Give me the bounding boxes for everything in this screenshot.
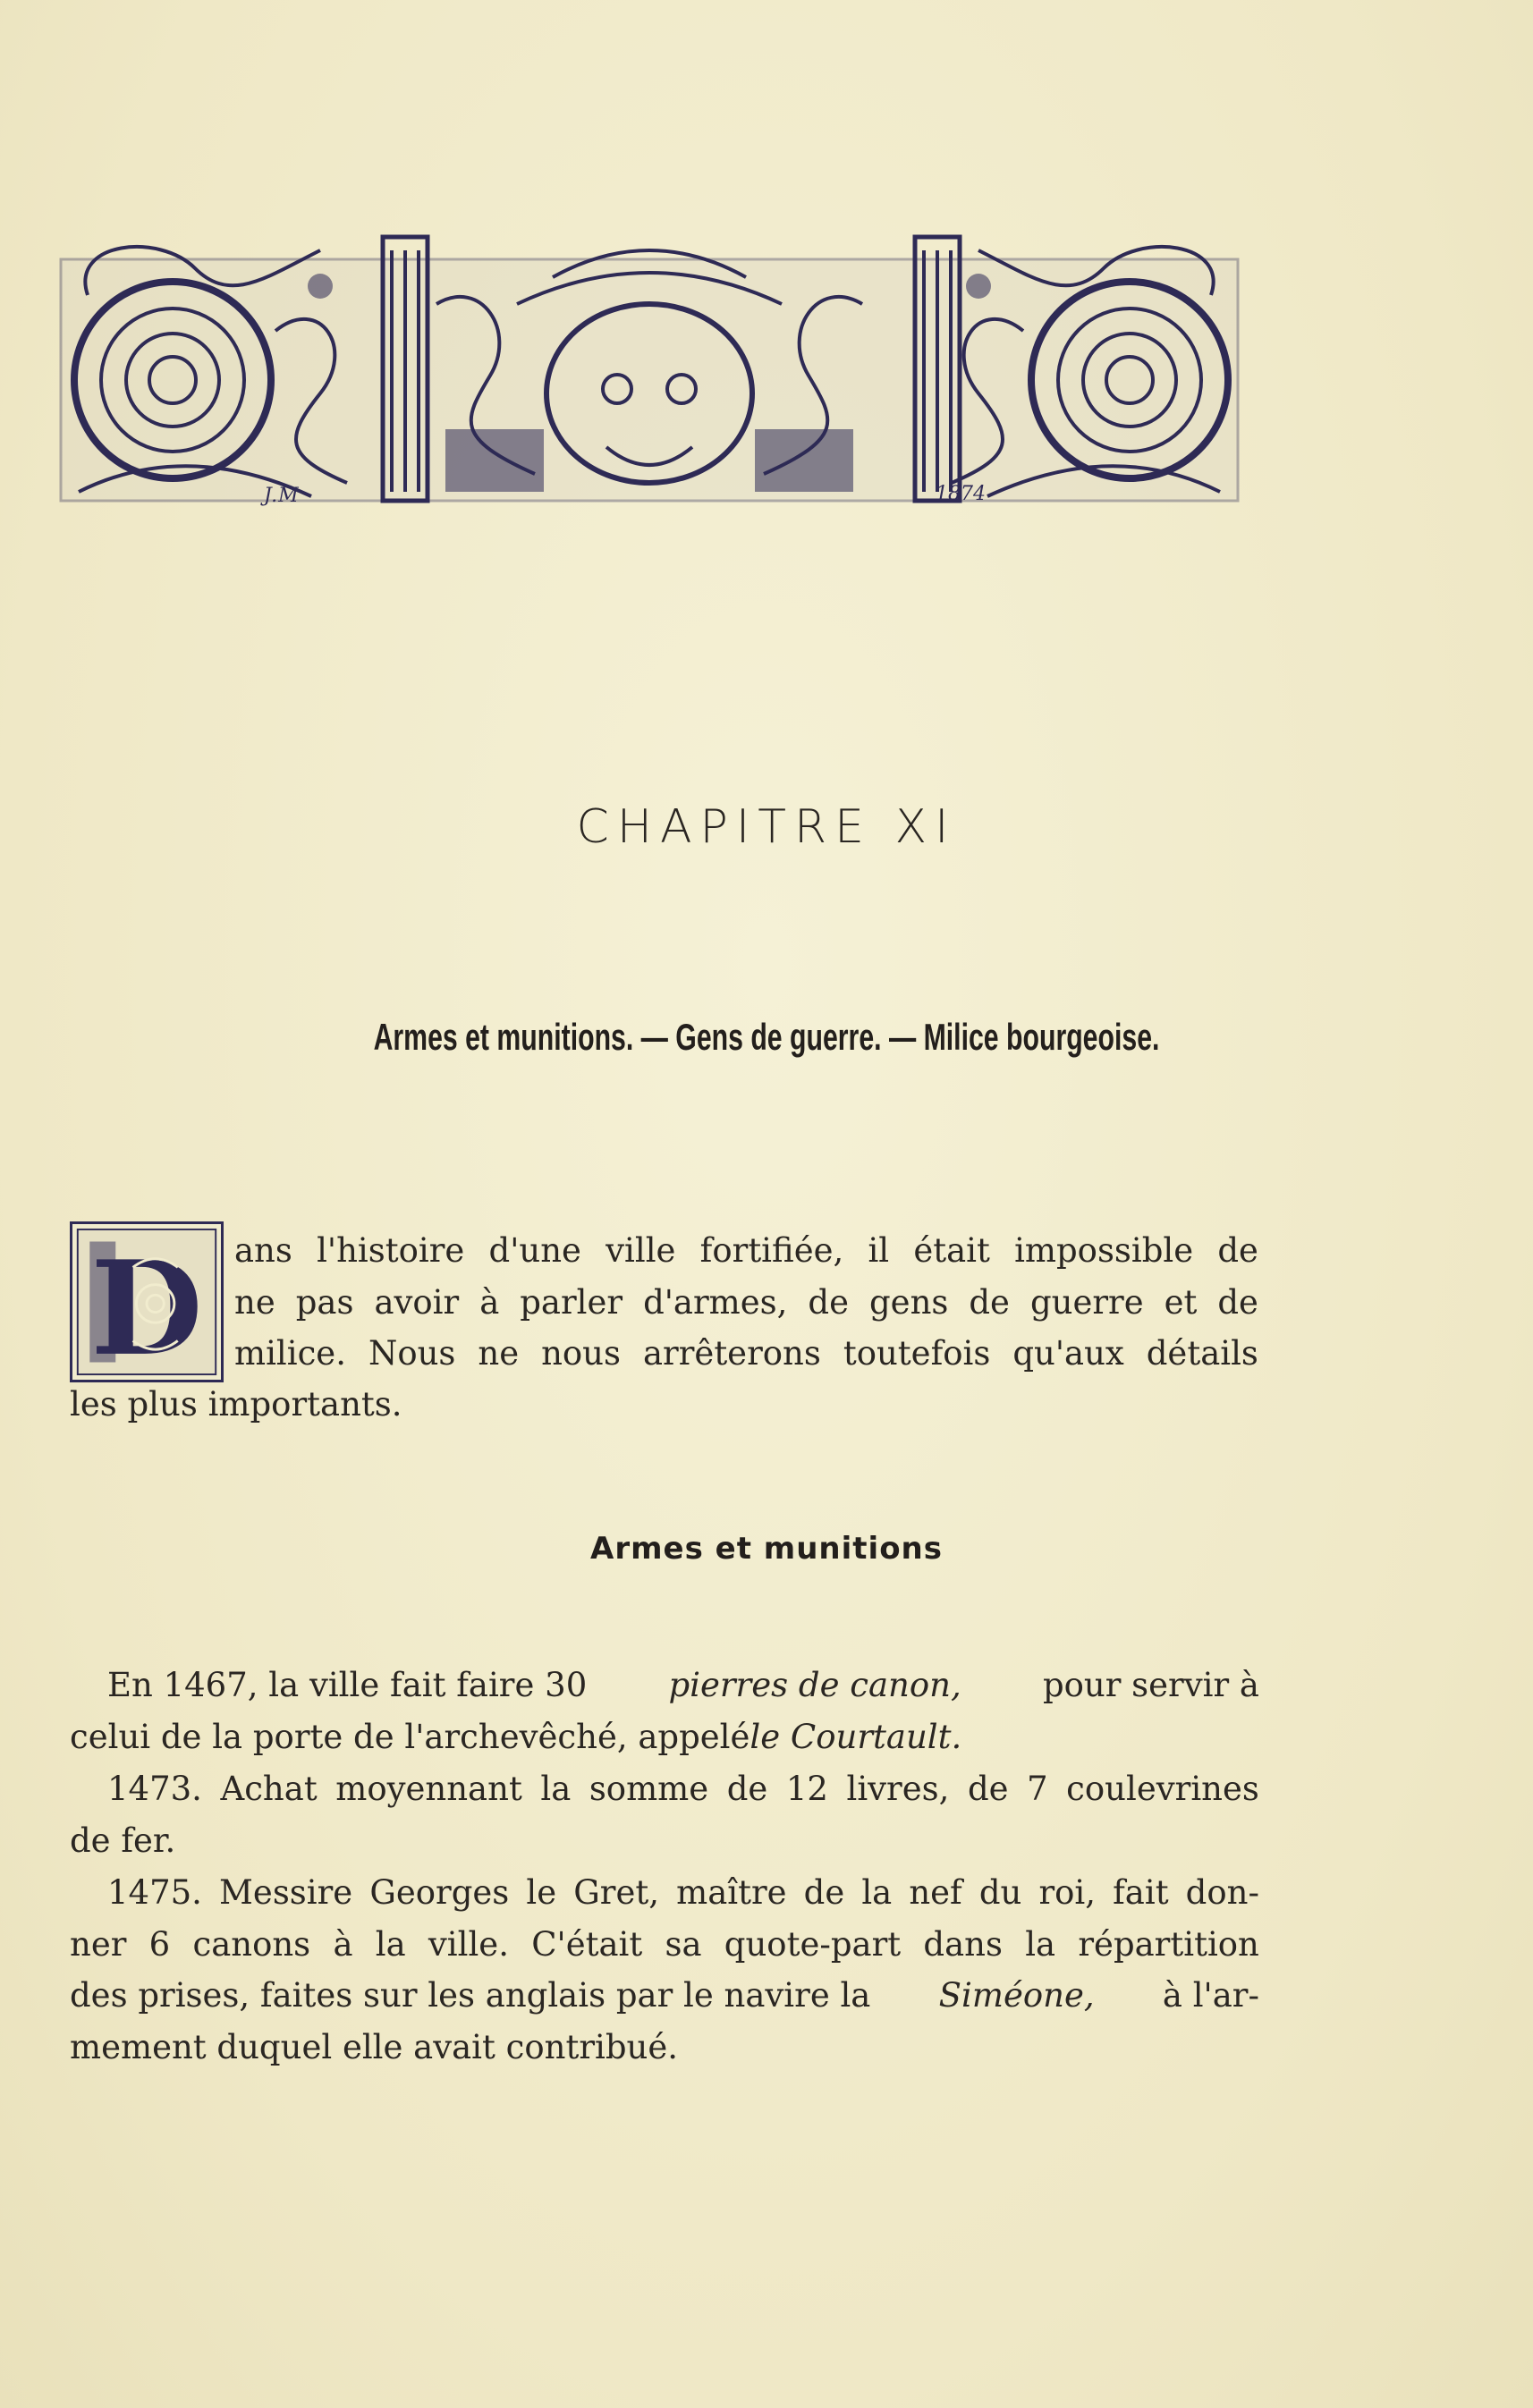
word: 7 <box>1027 1770 1048 1808</box>
intro-last-line: les plus importants. <box>70 1385 402 1424</box>
word: maître <box>676 1873 787 1912</box>
word: détails <box>1146 1334 1258 1373</box>
intro-line-3 <box>234 1328 1258 1380</box>
word: 1475. <box>107 1873 202 1912</box>
paragraph-1475 <box>70 1867 1259 2073</box>
ornamental-headpiece <box>52 224 1247 511</box>
word: de <box>808 1282 849 1322</box>
word: toutefois <box>843 1334 991 1373</box>
italic-run: Siméone, <box>938 1976 1095 2015</box>
word: canons <box>192 1924 311 1964</box>
intro-paragraph <box>234 1225 1258 1380</box>
word: roi, <box>1038 1873 1097 1912</box>
word: Gret, <box>573 1873 660 1912</box>
word: d'armes, <box>643 1282 788 1322</box>
word: l'histoire <box>317 1231 465 1270</box>
word: à <box>479 1282 500 1322</box>
paragraph-line <box>70 1970 1259 2022</box>
text-run: celui de la porte de l'archevêché, appelé <box>70 1717 750 1756</box>
word: d'une <box>488 1231 581 1270</box>
word: il <box>868 1231 890 1270</box>
word: ne <box>478 1334 520 1373</box>
word: milice. <box>234 1334 346 1373</box>
word: moyennant <box>335 1770 522 1808</box>
word: ne <box>234 1282 275 1322</box>
paragraph-line <box>70 1867 1259 1919</box>
engraving-date: 1874 <box>936 483 986 505</box>
paragraph-1473 <box>70 1763 1259 1866</box>
word: don- <box>1185 1873 1259 1912</box>
word: Messire <box>219 1873 353 1912</box>
word: du <box>978 1873 1022 1912</box>
word: impossible <box>1014 1231 1194 1270</box>
decorated-initial-d-icon <box>72 1224 221 1380</box>
word: répartition <box>1078 1924 1259 1964</box>
word: de <box>969 1282 1010 1322</box>
intro-line-2 <box>234 1277 1258 1329</box>
word: la <box>861 1873 893 1912</box>
word: quote-part <box>724 1924 902 1964</box>
word: C'était <box>531 1924 643 1964</box>
word: 12 <box>785 1770 828 1808</box>
paragraph-line <box>70 1711 1259 1763</box>
word: nef <box>909 1873 962 1912</box>
word: coulevrines <box>1066 1770 1259 1808</box>
word: somme <box>589 1770 709 1808</box>
text-run: En 1467, la ville fait faire 30 <box>107 1666 588 1704</box>
chapter-subtitle: Armes et munitions. — Gens de guerre. — Milice bourgeoise. <box>373 1016 1160 1058</box>
word: de <box>1217 1231 1258 1270</box>
word: de <box>1217 1282 1258 1322</box>
word: Nous <box>368 1334 456 1373</box>
word: sa <box>665 1924 702 1964</box>
paragraph-1467 <box>70 1660 1259 1762</box>
text-run: des prises, faites sur les anglais par le navire la <box>70 1976 871 2015</box>
word: fait <box>1113 1873 1169 1912</box>
word: la <box>540 1770 572 1808</box>
word: ville. <box>428 1924 509 1964</box>
intro-line-1 <box>234 1225 1258 1277</box>
text-run: pour servir à <box>1042 1666 1259 1704</box>
drop-cap <box>70 1221 224 1382</box>
text-run: à l'ar- <box>1162 1976 1259 2015</box>
word: nous <box>541 1334 622 1373</box>
word: guerre <box>1029 1282 1144 1322</box>
word: à <box>333 1924 353 1964</box>
word: qu'aux <box>1012 1334 1124 1373</box>
word: ans <box>234 1231 292 1270</box>
word: Achat <box>220 1770 318 1808</box>
word: arrêterons <box>642 1334 821 1373</box>
word: 6 <box>148 1924 171 1964</box>
paragraph-line <box>70 1815 1259 1867</box>
word: le <box>526 1873 557 1912</box>
word: Georges <box>369 1873 510 1912</box>
chapter-title: CHAPITRE XI <box>576 800 957 854</box>
drop-cap-letter: D <box>90 1232 203 1380</box>
paragraph-line <box>70 1763 1259 1815</box>
word: de <box>803 1873 845 1912</box>
section-heading: Armes et munitions <box>590 1531 943 1567</box>
paragraph-line <box>70 1660 1259 1711</box>
word: dans <box>923 1924 1003 1964</box>
word: et <box>1164 1282 1198 1322</box>
word: livres, <box>846 1770 950 1808</box>
word: la <box>1025 1924 1056 1964</box>
engraving-ornament-icon <box>52 224 1247 511</box>
word: ner <box>70 1924 127 1964</box>
engraver-mark: J.M <box>264 485 300 507</box>
text-run: mement duquel elle avait contribué. <box>70 2027 679 2066</box>
word: était <box>913 1231 990 1270</box>
italic-run: le Courtault. <box>750 1717 962 1756</box>
paragraph-line <box>70 2022 1259 2074</box>
paragraph-line <box>70 1919 1259 1971</box>
word: gens <box>868 1282 949 1322</box>
word: ville <box>606 1231 676 1270</box>
word: de <box>967 1770 1009 1808</box>
italic-run: pierres de canon, <box>668 1666 961 1704</box>
word: fortifiée, <box>699 1231 844 1270</box>
text-run: de fer. <box>70 1821 176 1860</box>
word: de <box>726 1770 768 1808</box>
word: parler <box>520 1282 623 1322</box>
word: pas <box>295 1282 354 1322</box>
word: 1473. <box>107 1770 202 1808</box>
word: la <box>375 1924 406 1964</box>
word: avoir <box>374 1282 460 1322</box>
